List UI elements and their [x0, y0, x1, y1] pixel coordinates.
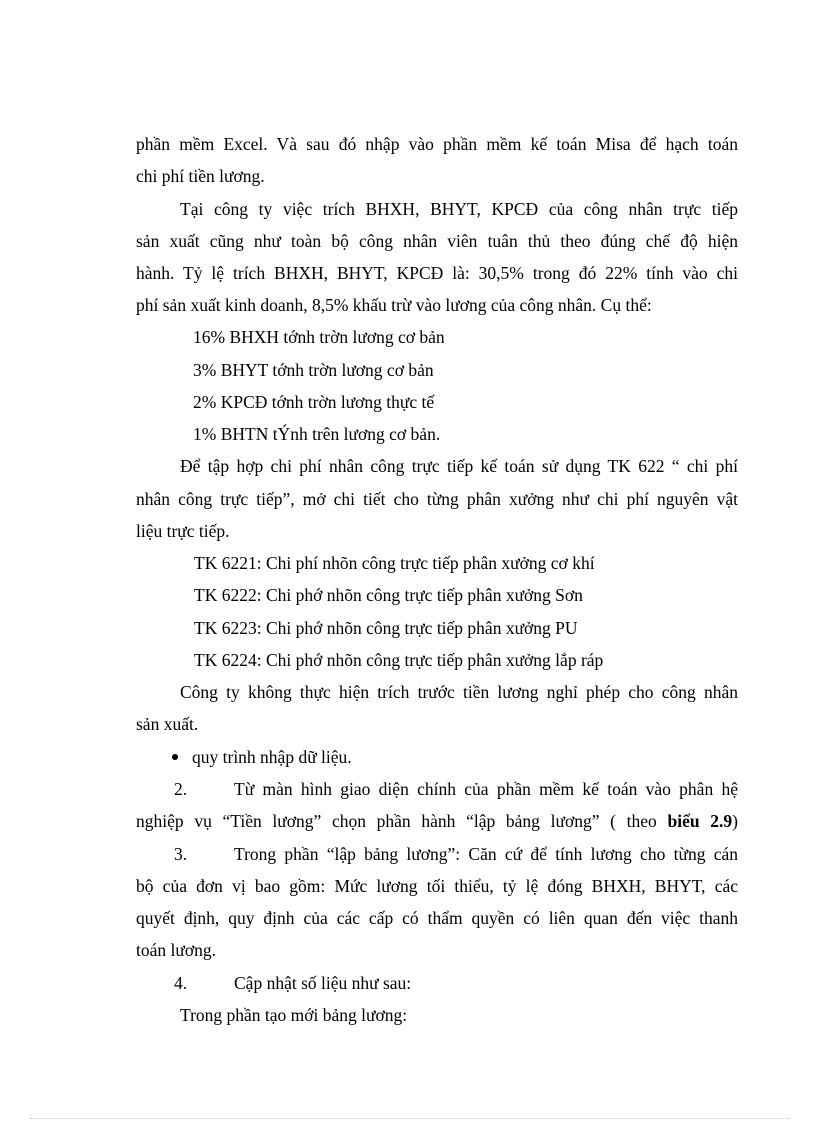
step-2-figure-reference: biểu 2.9	[667, 811, 733, 831]
step-2-line-2-prefix: nghiệp vụ “Tiền lương” chọn phần hành “lập bảng lương” ( theo	[136, 811, 668, 831]
paragraph-3-line-1: Để tập hợp chi phí nhân công trực tiếp kế toán sử dụng TK 622 “ chi phí	[180, 456, 738, 476]
paragraph-3-line-3: liệu trực tiếp.	[136, 521, 230, 541]
paragraph-4-line-1: Công ty không thực hiện trích trước tiền lương nghỉ phép cho công nhân	[180, 682, 738, 702]
bullet-item	[172, 745, 352, 769]
bullet-item-text: quy trình nhập dữ liệu.	[192, 747, 352, 767]
step-2-row-1	[0, 777, 816, 801]
step-3-line-3: quyết định, quy định của các cấp có thẩm quyền có liên quan đến việc thanh	[136, 908, 738, 928]
closing-line: Trong phần tạo mới bảng lương:	[180, 1005, 408, 1025]
step-4-number: 4.	[174, 973, 188, 993]
step-2-line-1: Từ màn hình giao diện chính của phần mềm kế toán vào phân hệ	[234, 779, 738, 799]
paragraph-1-line-2: chi phí tiền lương.	[136, 166, 265, 186]
step-2-line-2-suffix: )	[732, 811, 738, 831]
step-4-row-1	[0, 971, 816, 995]
step-4-line-1: Cập nhật số liệu như sau:	[234, 973, 412, 993]
bullet-dot-icon	[172, 754, 178, 760]
step-2-number: 2.	[174, 779, 188, 799]
paragraph-2-line-1: Tại công ty việc trích BHXH, BHYT, KPCĐ của công nhân trực tiếp	[180, 199, 738, 219]
step-3-number: 3.	[174, 844, 188, 864]
paragraph-2-line-3: hành. Tỷ lệ trích BHXH, BHYT, KPCĐ là: 30,5% trong đó 22% tính vào chi	[136, 263, 738, 283]
account-item-6224: TK 6224: Chi phớ nhõn công trực tiếp phân xưởng lắp ráp	[194, 650, 604, 670]
rate-item-kpcd: 2% KPCĐ tớnh trờn lương thực tế	[193, 392, 435, 412]
step-3-line-4: toán lương.	[136, 940, 216, 960]
paragraph-3-line-2: nhân công trực tiếp”, mở chi tiết cho từng phân xưởng như chi phí nguyên vật	[136, 489, 738, 509]
step-3-line-1: Trong phần “lập bảng lương”: Căn cứ để tính lương cho từng cán	[234, 844, 738, 864]
paragraph-1-line-1: phần mềm Excel. Và sau đó nhập vào phần mềm kế toán Misa để hạch toán	[136, 134, 738, 154]
account-item-6223: TK 6223: Chi phớ nhõn công trực tiếp phân xưởng PU	[194, 618, 578, 638]
page-bottom-divider	[30, 1118, 790, 1119]
step-3-line-2: bộ của đơn vị bao gồm: Mức lương tối thiểu, tỷ lệ đóng BHXH, BHYT, các	[136, 876, 738, 896]
step-2-line-2	[136, 809, 738, 833]
rate-item-bhtn: 1% BHTN tÝnh trên lương cơ bản.	[193, 424, 441, 444]
paragraph-2-line-2: sản xuất cũng như toàn bộ công nhân viên tuân thủ theo đúng chế độ hiện	[136, 231, 738, 251]
paragraph-2-line-4: phí sản xuất kinh doanh, 8,5% khấu trừ vào lương của công nhân. Cụ thể:	[136, 295, 652, 315]
rate-item-bhyt: 3% BHYT tớnh trờn lương cơ bản	[193, 360, 434, 380]
account-item-6222: TK 6222: Chi phớ nhõn công trực tiếp phân xưởng Sơn	[194, 585, 583, 605]
rate-item-bhxh: 16% BHXH tớnh trờn lương cơ bản	[193, 327, 445, 347]
step-3-row-1	[0, 842, 816, 866]
account-item-6221: TK 6221: Chi phí nhõn công trực tiếp phân xưởng cơ khí	[194, 553, 595, 573]
paragraph-4-line-2: sản xuất.	[136, 714, 199, 734]
